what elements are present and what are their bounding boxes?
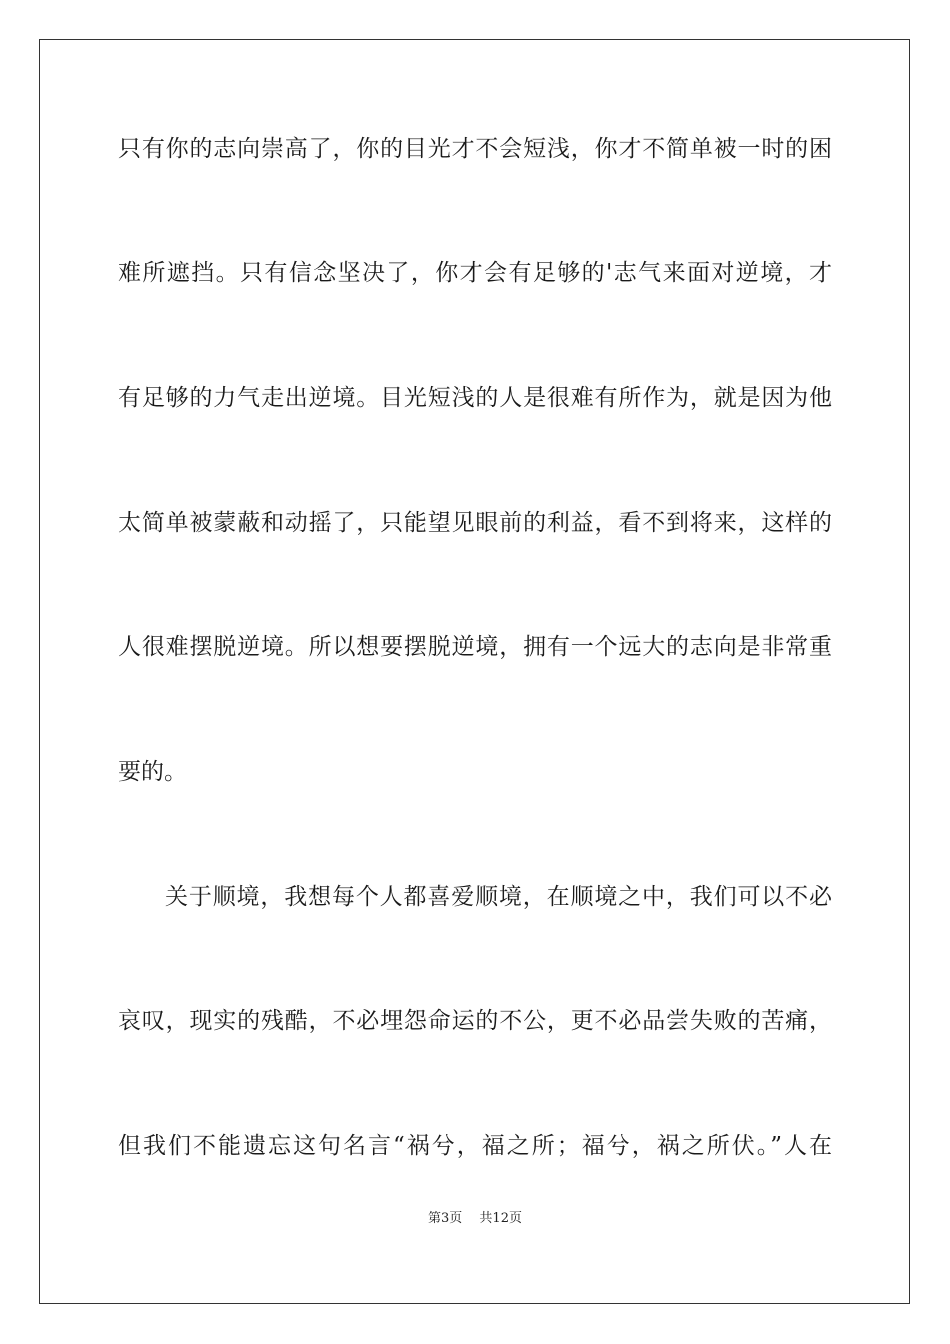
paragraph-line: 难所遮挡。只有信念坚决了，你才会有足够的'志气来面对逆境，才	[118, 260, 832, 286]
paragraph-line: 人很难摆脱逆境。所以想要摆脱逆境，拥有一个远大的志向是非常重	[118, 634, 832, 660]
paragraph-line: 关于顺境，我想每个人都喜爱顺境，在顺境之中，我们可以不必	[165, 884, 832, 910]
paragraph-line: 太简单被蒙蔽和动摇了，只能望见眼前的利益，看不到将来，这样的	[118, 510, 832, 536]
paragraph-line: 有足够的力气走出逆境。目光短浅的人是很难有所作为，就是因为他	[118, 385, 832, 411]
paragraph-line: 但我们不能遗忘这句名言“祸兮，福之所；福兮，祸之所伏。”人在	[118, 1133, 832, 1159]
page-frame	[39, 39, 910, 1304]
paragraph-line: 要的。	[118, 759, 187, 785]
paragraph-line: 哀叹，现实的残酷，不必埋怨命运的不公，更不必品尝失败的苦痛，	[118, 1008, 832, 1034]
page-number-footer: 第3页 共12页	[428, 1211, 522, 1226]
paragraph-line: 只有你的志向崇高了，你的目光才不会短浅，你才不简单被一时的困	[118, 136, 832, 162]
body-text	[40, 40, 909, 1303]
